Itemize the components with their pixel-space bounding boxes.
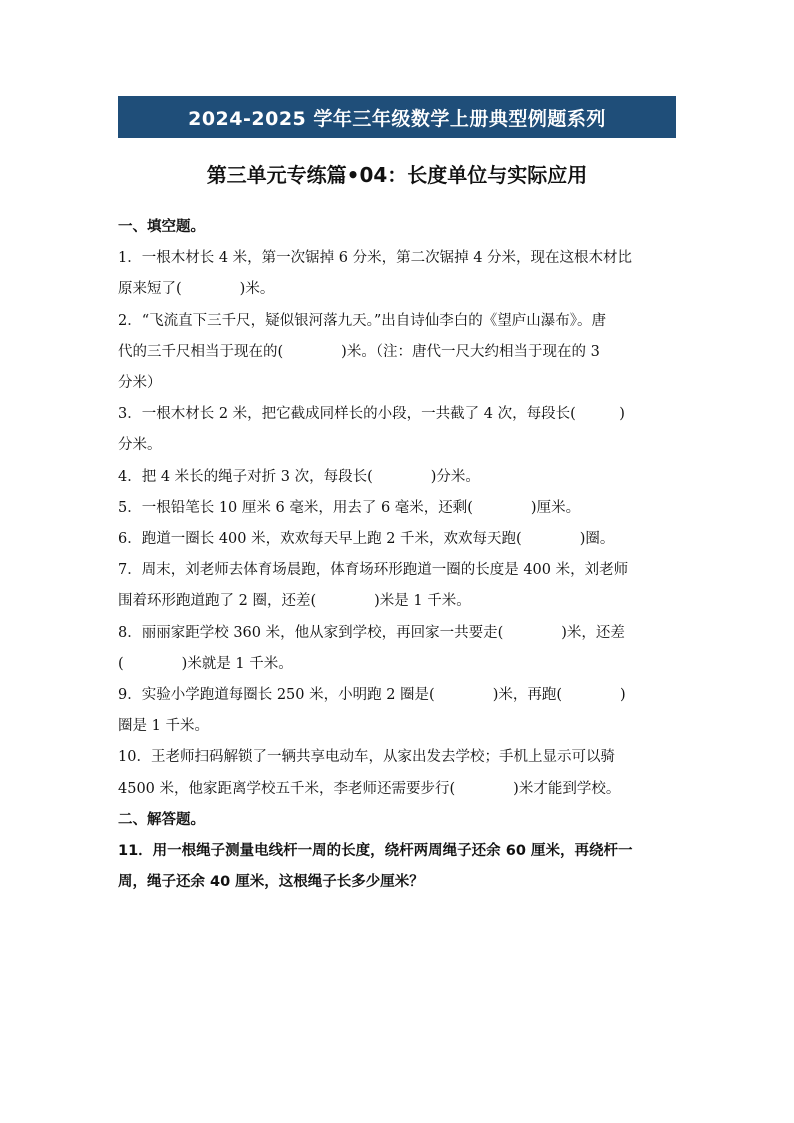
section-heading-solve: 二、解答题。 bbox=[118, 811, 205, 828]
question-10 bbox=[118, 742, 678, 804]
question-9 bbox=[118, 680, 678, 742]
question-10-line-1: 10．王老师扫码解锁了一辆共享电动车，从家出发去学校；手机上显示可以骑 bbox=[118, 749, 615, 766]
question-2-line-2: 代的三千尺相当于现在的( )米。（注：唐代一尺大约相当于现在的 3 bbox=[118, 343, 600, 360]
question-3 bbox=[118, 399, 678, 461]
question-2 bbox=[118, 306, 678, 400]
question-5-line-1: 5．一根铅笔长 10 厘米 6 毫米，用去了 6 毫米，还剩( )厘米。 bbox=[118, 499, 581, 516]
series-title-banner bbox=[118, 96, 676, 138]
question-content bbox=[118, 212, 678, 898]
question-3-line-1: 3．一根木材长 2 米，把它截成同样长的小段，一共截了 4 次，每段长( ) bbox=[118, 406, 625, 423]
series-title: 2024-2025 学年三年级数学上册典型例题系列 bbox=[188, 107, 606, 130]
question-3-line-2: 分米。 bbox=[118, 437, 162, 454]
section-heading-fill-in: 一、填空题。 bbox=[118, 219, 205, 235]
question-4 bbox=[118, 462, 678, 493]
question-10-line-2: 4500 米，他家距离学校五千米，李老师还需要步行( )米才能到学校。 bbox=[118, 780, 621, 797]
question-11-line-2: 周，绳子还余 40 厘米，这根绳子长多少厘米？ bbox=[118, 874, 424, 891]
question-6 bbox=[118, 524, 678, 555]
question-9-line-1: 9．实验小学跑道每圈长 250 米，小明跑 2 圈是( )米，再跑( ) bbox=[118, 687, 626, 704]
question-8 bbox=[118, 618, 678, 680]
question-7-line-1: 7．周末，刘老师去体育场晨跑，体育场环形跑道一圈的长度是 400 米，刘老师 bbox=[118, 562, 629, 579]
question-8-line-1: 8．丽丽家距学校 360 米，他从家到学校，再回家一共要走( )米，还差 bbox=[118, 624, 625, 641]
question-11-line-1: 11．用一根绳子测量电线杆一周的长度，绕杆两周绳子还余 60 厘米，再绕杆一 bbox=[118, 843, 633, 860]
question-4-line-1: 4．把 4 米长的绳子对折 3 次，每段长( )分米。 bbox=[118, 468, 480, 485]
question-2-line-3: 分米） bbox=[118, 375, 162, 392]
question-1 bbox=[118, 243, 678, 305]
question-8-line-2: ( )米就是 1 千米。 bbox=[118, 655, 293, 672]
question-1-line-1: 1．一根木材长 4 米，第一次锯掉 6 分米，第二次锯掉 4 分米，现在这根木材比 bbox=[118, 250, 633, 267]
question-2-line-1: 2．“飞流直下三千尺，疑似银河落九天。”出自诗仙李白的《望庐山瀑布》。唐 bbox=[118, 312, 607, 329]
question-6-line-1: 6．跑道一圈长 400 米，欢欢每天早上跑 2 千米，欢欢每天跑( )圈。 bbox=[118, 531, 615, 548]
question-9-line-2: 圈是 1 千米。 bbox=[118, 718, 209, 735]
question-11 bbox=[118, 836, 678, 898]
question-1-line-2: 原来短了( )米。 bbox=[118, 281, 275, 298]
question-5 bbox=[118, 493, 678, 524]
unit-subtitle: 第三单元专练篇•04：长度单位与实际应用 bbox=[206, 163, 588, 187]
question-7 bbox=[118, 555, 678, 617]
question-7-line-2: 围着环形跑道跑了 2 圈，还差( )米是 1 千米。 bbox=[118, 593, 471, 610]
